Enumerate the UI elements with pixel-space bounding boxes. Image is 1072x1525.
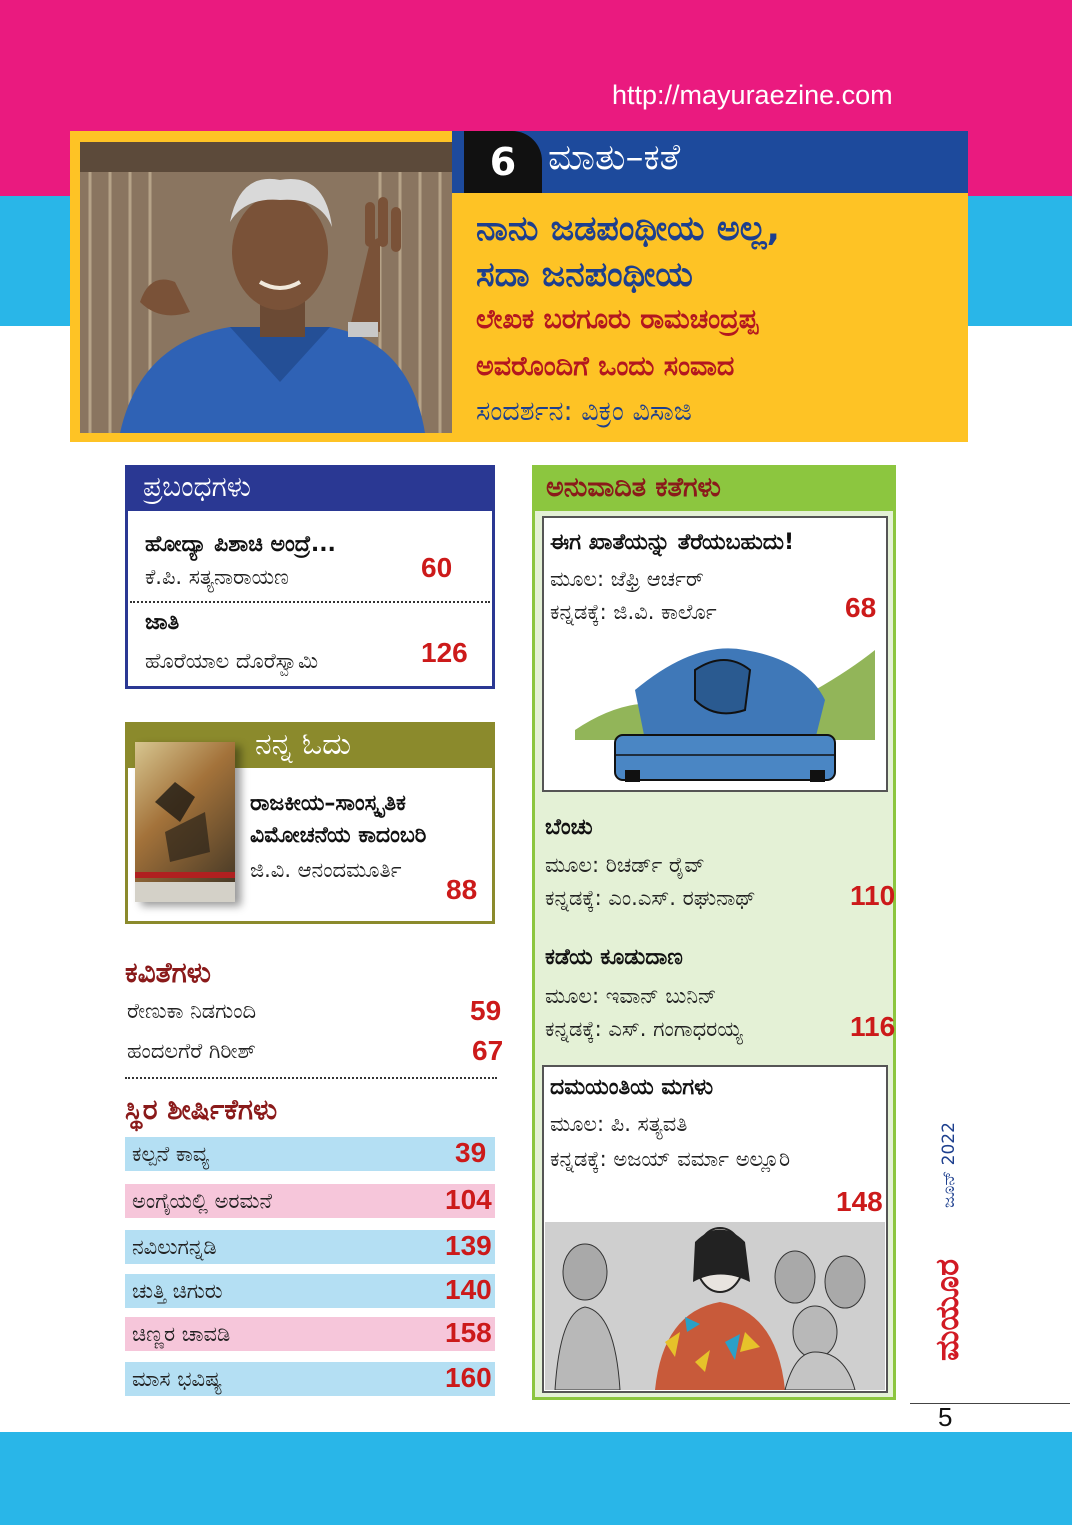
story-source: ಮೂಲ: ಜೆಫ್ರಿ ಆರ್ಚರ್ [550,567,704,591]
story-page-number: 148 [836,1186,883,1217]
column-title: ಮಾಸ ಭವಿಷ್ಯ [132,1367,223,1391]
essay-author: ಹೊರೆಯಾಲ ದೊರೆಸ್ವಾಮಿ [145,649,319,673]
essay-title: ಜಾತಿ [145,610,180,635]
poems-heading: ಕವಿತೆಗಳು [125,956,211,989]
story-translator: ಕನ್ನಡಕ್ಕೆ: ಎಂ.ಎಸ್. ರಘುನಾಥ್ [545,886,756,910]
site-url-link[interactable]: http://mayuraezine.com [612,80,893,110]
essay-page-number: 126 [421,637,468,668]
feature-byline: ಸಂದರ್ಶನ: ವಿಕ್ರಂ ವಿಸಾಜಿ [476,396,692,427]
story-title: ಈಗ ಖಾತೆಯನ್ನು ತೆರೆಯಬಹುದು! [550,530,794,555]
poem-page-number: 59 [470,995,502,1026]
columns-heading: ಸ್ಥಿರ ಶೀರ್ಷಿಕೆಗಳು [125,1093,278,1126]
divider [125,1077,497,1079]
story-page-number: 68 [845,592,877,623]
essay-author: ಕೆ.ಪಿ. ಸತ್ಯನಾರಾಯಣ [145,565,289,589]
suitcase-illustration [575,630,875,788]
column-title: ನವಿಲುಗನ್ನಡಿ [132,1235,217,1259]
story-translator: ಕನ್ನಡಕ್ಕೆ: ಎಸ್. ಗಂಗಾಧರಯ್ಯ [545,1017,743,1041]
poem-page-number: 67 [472,1035,504,1066]
women-illustration [545,1222,885,1390]
story-title[interactable]: ಬೆಂಚು [545,815,593,840]
magazine-name: ಮಯೂರ [928,1258,966,1362]
nanna-odu-page-number: 88 [446,874,478,905]
essays-heading: ಪ್ರಬಂಧಗಳು [125,465,495,511]
essay-item-1[interactable] [145,532,336,590]
nanna-odu-author: ಜಿ.ವಿ. ಆನಂದಮೂರ್ತಿ [250,858,402,882]
author-photo [80,142,452,433]
feature-subtitle [476,296,956,390]
nanna-odu-title-line2: ವಿಮೋಚನೆಯ ಕಾದಂಬರಿ [250,823,427,848]
feature-section-label: ಮಾತು–ಕತೆ [548,137,681,178]
story-translator: ಕನ್ನಡಕ್ಕೆ: ಜಿ.ವಿ. ಕಾರ್ಲೊ [550,600,717,624]
column-title: ಚಿಣ್ಣರ ಚಾವಡಿ [132,1322,231,1346]
page-number: 5 [938,1402,953,1432]
column-title: ಅಂಗೈಯಲ್ಲಿ ಅರಮನೆ [132,1189,273,1213]
story-source: ಮೂಲ: ಪಿ. ಸತ್ಯವತಿ [550,1112,688,1136]
poem-author[interactable]: ರೇಣುಕಾ ನಿಡಗುಂದಿ [127,999,257,1023]
story-translator: ಕನ್ನಡಕ್ಕೆ: ಅಜಯ್ ವರ್ಮಾ ಅಲ್ಲೂರಿ [550,1147,791,1171]
column-title: ಕಲ್ಪನೆ ಕಾವ್ಯ [132,1142,210,1166]
page-number-rule [910,1403,1070,1404]
nanna-odu-title-line1: ರಾಜಕೀಯ–ಸಾಂಸ್ಕೃತಿಕ [250,791,406,816]
feature-title-line2: ಸದಾ ಜನಪಂಥೀಯ [476,255,693,295]
column-page-number: 104 [445,1184,492,1215]
feature-page-number[interactable]: 6 [464,131,542,193]
divider [130,601,490,603]
column-page-number: 160 [445,1362,492,1393]
nanna-odu-heading: ನನ್ನ ಓದು [125,722,495,768]
book-cover-image [135,742,235,902]
feature-title[interactable] [476,206,956,298]
feature-title-line1: ನಾನು ಜಡಪಂಥೀಯ ಅಲ್ಲ, [476,209,780,249]
bottom-cyan-band [0,1432,1072,1525]
story-page-number: 116 [850,1011,896,1042]
poem-author[interactable]: ಹಂದಲಗೆರೆ ಗಿರೀಶ್ [127,1039,256,1063]
author-photo-illustration [80,142,452,433]
essay-item-2[interactable] [145,610,318,674]
story-source: ಮೂಲ: ಇವಾನ್ ಬುನಿನ್ [545,984,717,1008]
issue-date-vertical [928,1115,968,1215]
magazine-logo [928,1245,968,1375]
essay-title: ಹೋದ್ಯಾ ಪಿಶಾಚಿ ಅಂದ್ರೆ... [145,532,336,557]
story-title: ದಮಯಂತಿಯ ಮಗಳು [550,1075,714,1100]
column-page-number: 39 [455,1137,487,1168]
column-page-number: 158 [445,1317,492,1348]
column-page-number: 140 [445,1274,492,1305]
column-title: ಚುತ್ತಿ ಚಿಗುರು [132,1279,223,1303]
translated-stories-heading: ಅನುವಾದಿತ ಕತೆಗಳು [532,465,896,511]
book-cover-art [135,742,235,902]
essay-page-number: 60 [421,552,453,583]
story-title[interactable]: ಕಡೆಯ ಕೂಡುದಾಣ [545,945,683,970]
issue-date: ಜೂನ್ 2022 [939,1122,959,1208]
nanna-odu-item[interactable] [250,788,426,883]
feature-subtitle-line1: ಲೇಖಕ ಬರಗೂರು ರಾಮಚಂದ್ರಪ್ಪ [476,304,759,335]
story-page-number: 110 [850,880,896,911]
feature-subtitle-line2: ಅವರೊಂದಿಗೆ ಒಂದು ಸಂವಾದ [476,351,735,382]
story-source: ಮೂಲ: ರಿಚರ್ಡ್ ರೈವ್ [545,853,705,877]
column-page-number: 139 [445,1230,492,1261]
